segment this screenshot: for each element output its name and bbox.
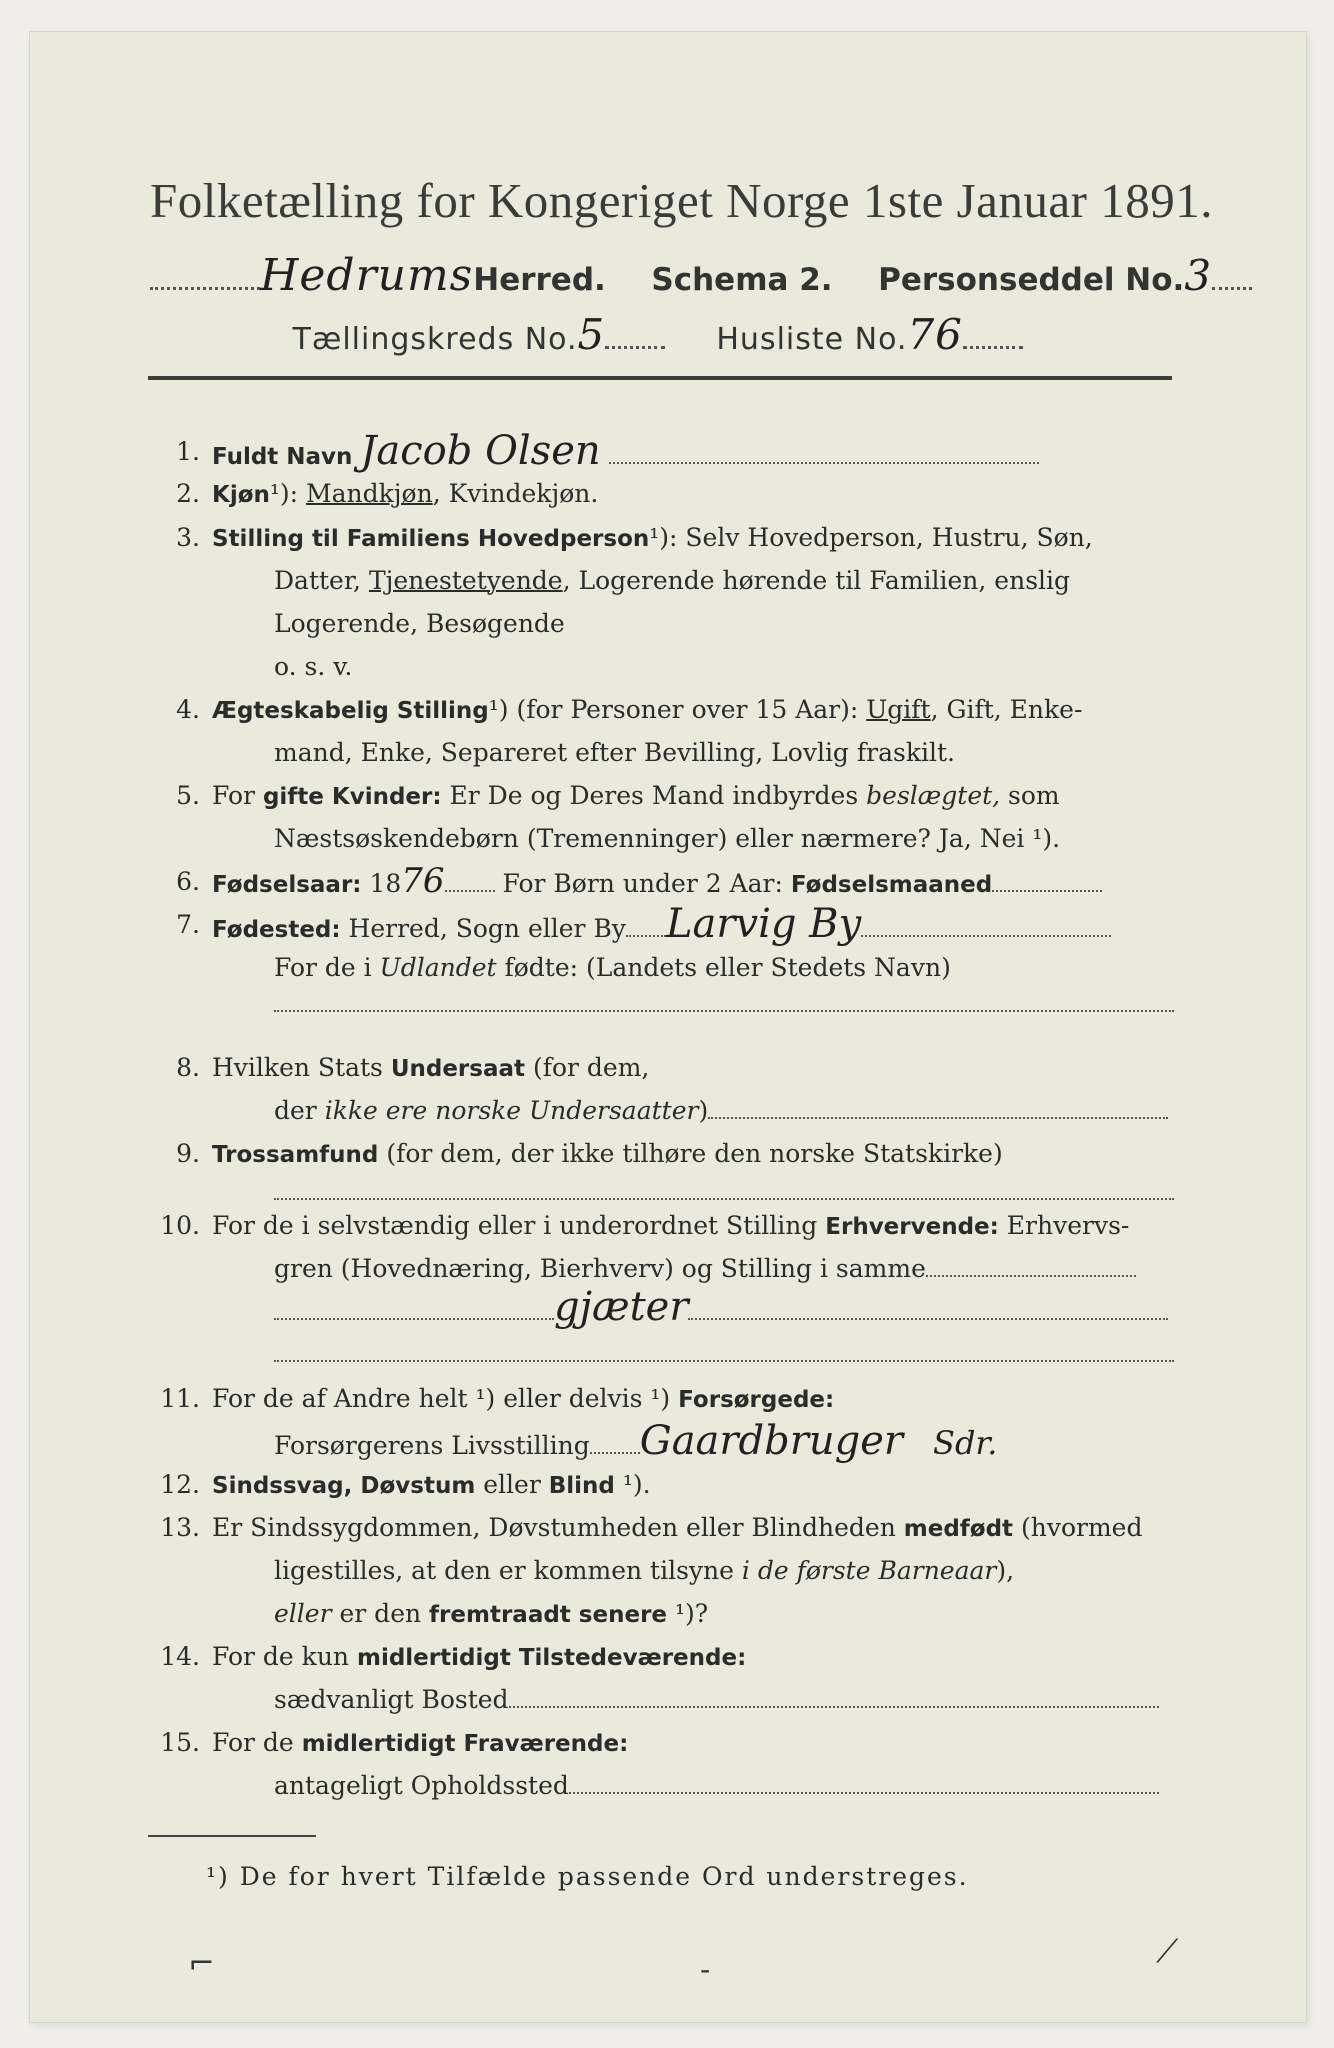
dotted-fill [150, 277, 260, 290]
question-text [212, 1721, 628, 1766]
question-label: Fødested: [212, 917, 341, 943]
dotted-fill [445, 882, 495, 892]
question-text [212, 903, 1111, 952]
question-number: 6. [176, 867, 200, 896]
dotted-fill [605, 336, 665, 349]
question-text-italic: beslægtet, [866, 781, 1001, 810]
question-text [274, 1247, 1136, 1290]
question-text [212, 860, 1102, 907]
question-number: 9. [176, 1139, 200, 1168]
question-text [212, 1377, 834, 1422]
question-number: 7. [176, 910, 200, 939]
question-text-part: (for dem, [525, 1053, 650, 1082]
dotted-fill [590, 1444, 640, 1454]
herred-value: Hedrums [260, 250, 474, 301]
question-text-part: (hvormed [1013, 1513, 1143, 1542]
question-number: 13. [160, 1513, 200, 1542]
question-number: 14. [160, 1642, 200, 1671]
question-text [212, 1506, 1142, 1551]
question-text-part: For [212, 781, 263, 810]
ink-mark: ˗ [700, 1950, 711, 1988]
supporter-occupation-answer-suffix: Sdr. [933, 1424, 998, 1462]
question-label: midlertidigt Tilstedeværende: [356, 1645, 747, 1671]
question-text-part: eller [475, 1470, 549, 1499]
dotted-fill [274, 1310, 554, 1320]
question-text-italic: i de første Barneaar [741, 1556, 997, 1585]
question-number: 10. [160, 1211, 200, 1240]
question-text-part: For de [212, 1728, 302, 1757]
question-text-part: For de kun [212, 1642, 357, 1671]
question-text [274, 1089, 1168, 1132]
question-text-part: For Børn under 2 Aar: [494, 869, 791, 898]
question-label: Forsørgede: [678, 1387, 835, 1413]
answer-line [274, 1286, 1168, 1333]
kreds-label: Tællingskreds No. [292, 322, 578, 357]
year-prefix: 18 [361, 869, 402, 898]
question-number: 15. [160, 1728, 200, 1757]
dotted-fill [926, 1267, 1136, 1277]
option-text: Næstsøskendebørn (Tremenninger) eller nærmere? Ja, Nei ¹). [274, 824, 1061, 853]
footnote-ref: ¹) [488, 695, 509, 724]
footnote-ref: ¹)? [667, 1599, 709, 1628]
question-text-part: Er Sindssygdommen, Døvstumheden eller Blindheden [212, 1513, 904, 1542]
herred-line [150, 250, 1252, 301]
question-text-part: For de af Andre helt ¹) eller delvis ¹) [212, 1384, 679, 1413]
question-text [212, 688, 1082, 733]
option-text: (for Personer over 15 Aar): [508, 695, 867, 724]
question-label: gifte Kvinder: [262, 784, 442, 810]
question-text-part: (for dem, der ikke tilhøre den norske Statskirke) [378, 1139, 1003, 1168]
husliste-label: Husliste No. [716, 322, 908, 357]
option-text: Logerende, Besøgende [274, 609, 565, 638]
personseddel-label: Personseddel No. [878, 262, 1185, 298]
question-text-italic: Udlandet [379, 953, 497, 982]
question-number: 2. [176, 479, 200, 508]
question-text-italic: eller [274, 1599, 332, 1628]
dotted-fill [569, 1784, 1159, 1794]
question-text [212, 1463, 651, 1508]
option-selected: Ugift [866, 695, 931, 724]
question-text-part: For de i [274, 953, 380, 982]
footnote: ¹) De for hvert Tilfælde passende Ord understreges. [206, 1862, 969, 1891]
occupation-answer: gjæter [554, 1284, 689, 1330]
question-label: medfødt [903, 1516, 1014, 1542]
answer-line [274, 1332, 1174, 1375]
question-text-part: sædvanligt Bosted [274, 1685, 509, 1714]
personseddel-number: 3 [1184, 251, 1213, 300]
option-text: Datter, [274, 566, 369, 595]
census-form-page [30, 32, 1306, 2022]
dotted-fill [963, 336, 1023, 349]
question-label: Fødselsaar: [212, 872, 362, 898]
question-text [274, 1678, 1159, 1721]
question-text-part: ) [698, 1096, 709, 1125]
question-label: Erhvervende: [825, 1214, 999, 1240]
kreds-line [150, 310, 1023, 359]
footnote-rule [148, 1835, 316, 1837]
option-text: , Gift, Enke- [930, 695, 1083, 724]
dotted-fill [274, 1190, 1174, 1200]
question-text-part: For de i selvstændig eller i underordnet Stilling [212, 1211, 826, 1240]
option-text: , Logerende hørende til Familien, enslig [562, 566, 1071, 595]
question-text [274, 1549, 1014, 1592]
footnote-ref: ¹): [269, 479, 299, 508]
question-text-part: Herred, Sogn eller By [340, 914, 626, 943]
question-text-part: er den [331, 1599, 430, 1628]
question-label: Blind [548, 1473, 615, 1499]
footnote-ref: ¹): [649, 523, 678, 552]
question-text [212, 516, 1093, 561]
option-text: mand, Enke, Separeret efter Bevilling, Lovlig fraskilt. [274, 738, 955, 767]
dotted-fill [708, 1109, 1168, 1119]
supporter-occupation-answer: Gaardbruger [639, 1418, 904, 1464]
ink-mark: ⌐ [188, 1944, 215, 1982]
question-text-part: Erhvervs- [998, 1211, 1130, 1240]
question-text-part: gren (Hovednæring, Bierhverv) og Stilling i samme [274, 1254, 926, 1283]
question-text-part: antageligt Opholdssted [274, 1771, 569, 1800]
kreds-number: 5 [577, 310, 606, 359]
question-text [212, 1635, 746, 1680]
question-number: 3. [176, 523, 200, 552]
dotted-fill [1212, 277, 1252, 290]
ink-mark: ⟋ [1156, 1932, 1179, 1970]
question-text [212, 472, 598, 517]
question-text-part: der [274, 1096, 325, 1125]
dotted-fill [274, 1352, 1174, 1362]
question-text-part: som [1000, 781, 1060, 810]
question-label: Fødselsmaaned [790, 872, 993, 898]
question-label: Kjøn [212, 482, 270, 508]
dotted-fill [626, 927, 666, 937]
full-name-answer: Jacob Olsen [360, 428, 601, 474]
footnote-ref: ¹). [614, 1470, 651, 1499]
question-number: 8. [176, 1053, 200, 1082]
schema-label: Schema 2. [651, 262, 833, 298]
question-text [274, 1592, 708, 1637]
dotted-fill [992, 882, 1102, 892]
form-title: Folketælling for Kongeriget Norge 1ste Januar 1891. [150, 173, 1213, 228]
option-selected: Tjenestetyende [368, 566, 563, 595]
dotted-fill [609, 454, 1039, 464]
dotted-fill [688, 1310, 1168, 1320]
birthplace-answer: Larvig By [665, 901, 862, 947]
birth-year-answer: 76 [401, 861, 445, 901]
answer-line [274, 982, 1174, 1025]
question-number: 1. [176, 437, 200, 466]
dotted-fill [509, 1698, 1159, 1708]
question-text-part: ligestilles, at den er kommen tilsyne [274, 1556, 742, 1585]
option-text: , Kvindekjøn. [432, 479, 599, 508]
question-number: 4. [176, 695, 200, 724]
option-selected: Mandkjøn [306, 479, 433, 508]
dotted-fill [274, 1002, 1174, 1012]
question-label: Stilling til Familiens Hovedperson [212, 526, 650, 552]
question-text [212, 1046, 649, 1091]
question-label: midlertidigt Fraværende: [301, 1731, 629, 1757]
option-text: o. s. v. [274, 652, 353, 681]
question-number: 11. [160, 1384, 200, 1413]
question-text-italic: ikke ere norske Undersaatter [324, 1096, 699, 1125]
question-label: Sindssvag, Døvstum [212, 1473, 476, 1499]
question-label: fremtraadt senere [429, 1602, 668, 1628]
question-label: Undersaat [390, 1056, 525, 1082]
question-number: 5. [176, 781, 200, 810]
question-text-part: Er De og Deres Mand indbyrdes [441, 781, 867, 810]
question-label: Fuldt Navn [212, 444, 353, 470]
question-text [274, 1764, 1159, 1807]
question-text [274, 1420, 997, 1467]
question-label: Trossamfund [212, 1142, 379, 1168]
herred-label: Herred. [473, 262, 606, 298]
question-text-part: Hvilken Stats [212, 1053, 391, 1082]
dotted-fill [861, 927, 1111, 937]
header-rule [148, 376, 1172, 380]
question-text [274, 559, 1070, 602]
husliste-number: 76 [907, 310, 963, 359]
question-text-part: ), [996, 1556, 1015, 1585]
question-text [212, 1204, 1129, 1249]
question-text-part: fødte: (Landets eller Stedets Navn) [496, 953, 951, 982]
question-text [212, 774, 1060, 819]
question-label: Ægteskabelig Stilling [212, 698, 489, 724]
option-text: Selv Hovedperson, Hustru, Søn, [677, 523, 1093, 552]
question-number: 12. [160, 1470, 200, 1499]
question-text-part: Forsørgerens Livsstilling [274, 1431, 590, 1460]
